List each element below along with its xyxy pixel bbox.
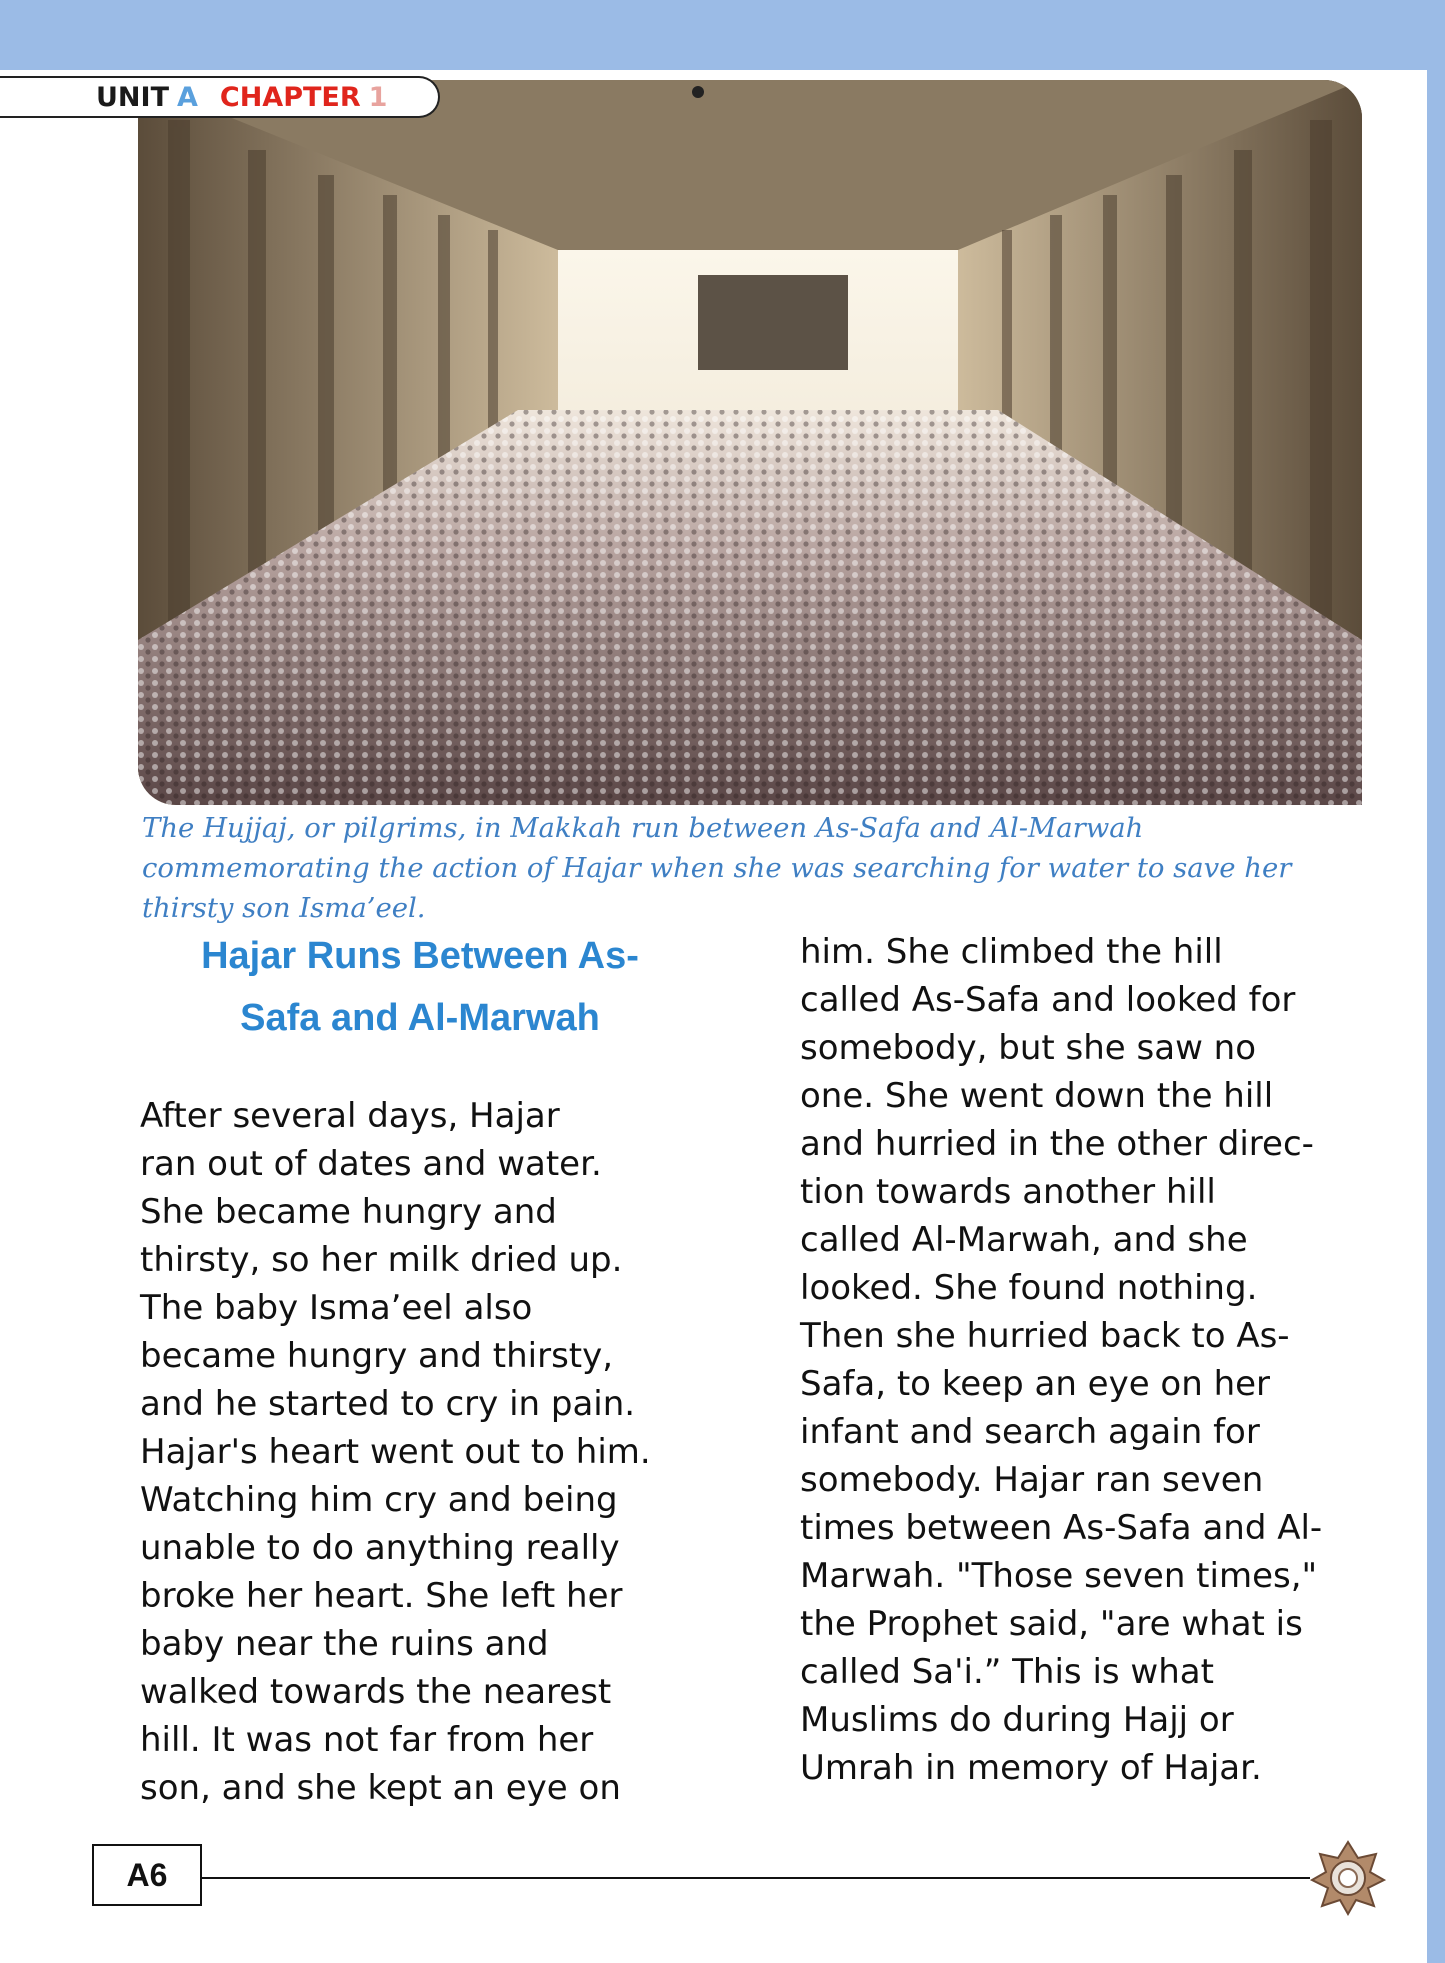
unit-label: UNIT [96, 81, 169, 113]
chapter-number: 1 [368, 81, 388, 113]
page-edge-strip [1427, 0, 1445, 1963]
photo-caption: The Hujjaj, or pilgrims, in Makkah run between As-Safa and Al-Marwah commemorating the action of Hajar when she was searching for water to save her thirsty son Isma’eel. [142, 812, 1292, 924]
body-column-right: him. She climbed the hill called As-Safa and looked for somebody, but she saw no one. She went down the hill and hurried in the other direc- tion towards another hill called Al-Marwah, and she looked. She found nothing. Then she hurried back to As- Safa, to keep an eye on her infant and search again for somebody. Hajar ran seven times between As-Safa and Al- Marwah. "Those seven times," the Prophet said, "are what is called Sa'i.” This is what Muslims do during Hajj or Umrah in memory of Hajar. [800, 932, 1323, 1788]
pilgrims-corridor-photo [138, 80, 1362, 805]
footer-rule [200, 1877, 1310, 1879]
section-heading-line2: Safa and Al-Marwah [240, 997, 600, 1039]
ornament-icon [1310, 1840, 1386, 1916]
section-heading [140, 925, 700, 1049]
page-number: A6 [92, 1844, 202, 1906]
unit-letter: A [176, 81, 198, 113]
section-heading-line1: Hajar Runs Between As- [201, 935, 639, 977]
body-column-left: After several days, Hajar ran out of dates and water. She became hungry and thirsty, so her milk dried up. The baby Isma’eel also became hungry and thirsty, and he started to cry in pain. Hajar's heart went out to him. Watching him cry and being unable to do anything really broke her heart. She left her baby near the ruins and walked towards the nearest hill. It was not far from her son, and she kept an eye on [140, 1096, 651, 1808]
chapter-label: CHAPTER [219, 81, 361, 113]
unit-chapter-tab [0, 76, 440, 118]
